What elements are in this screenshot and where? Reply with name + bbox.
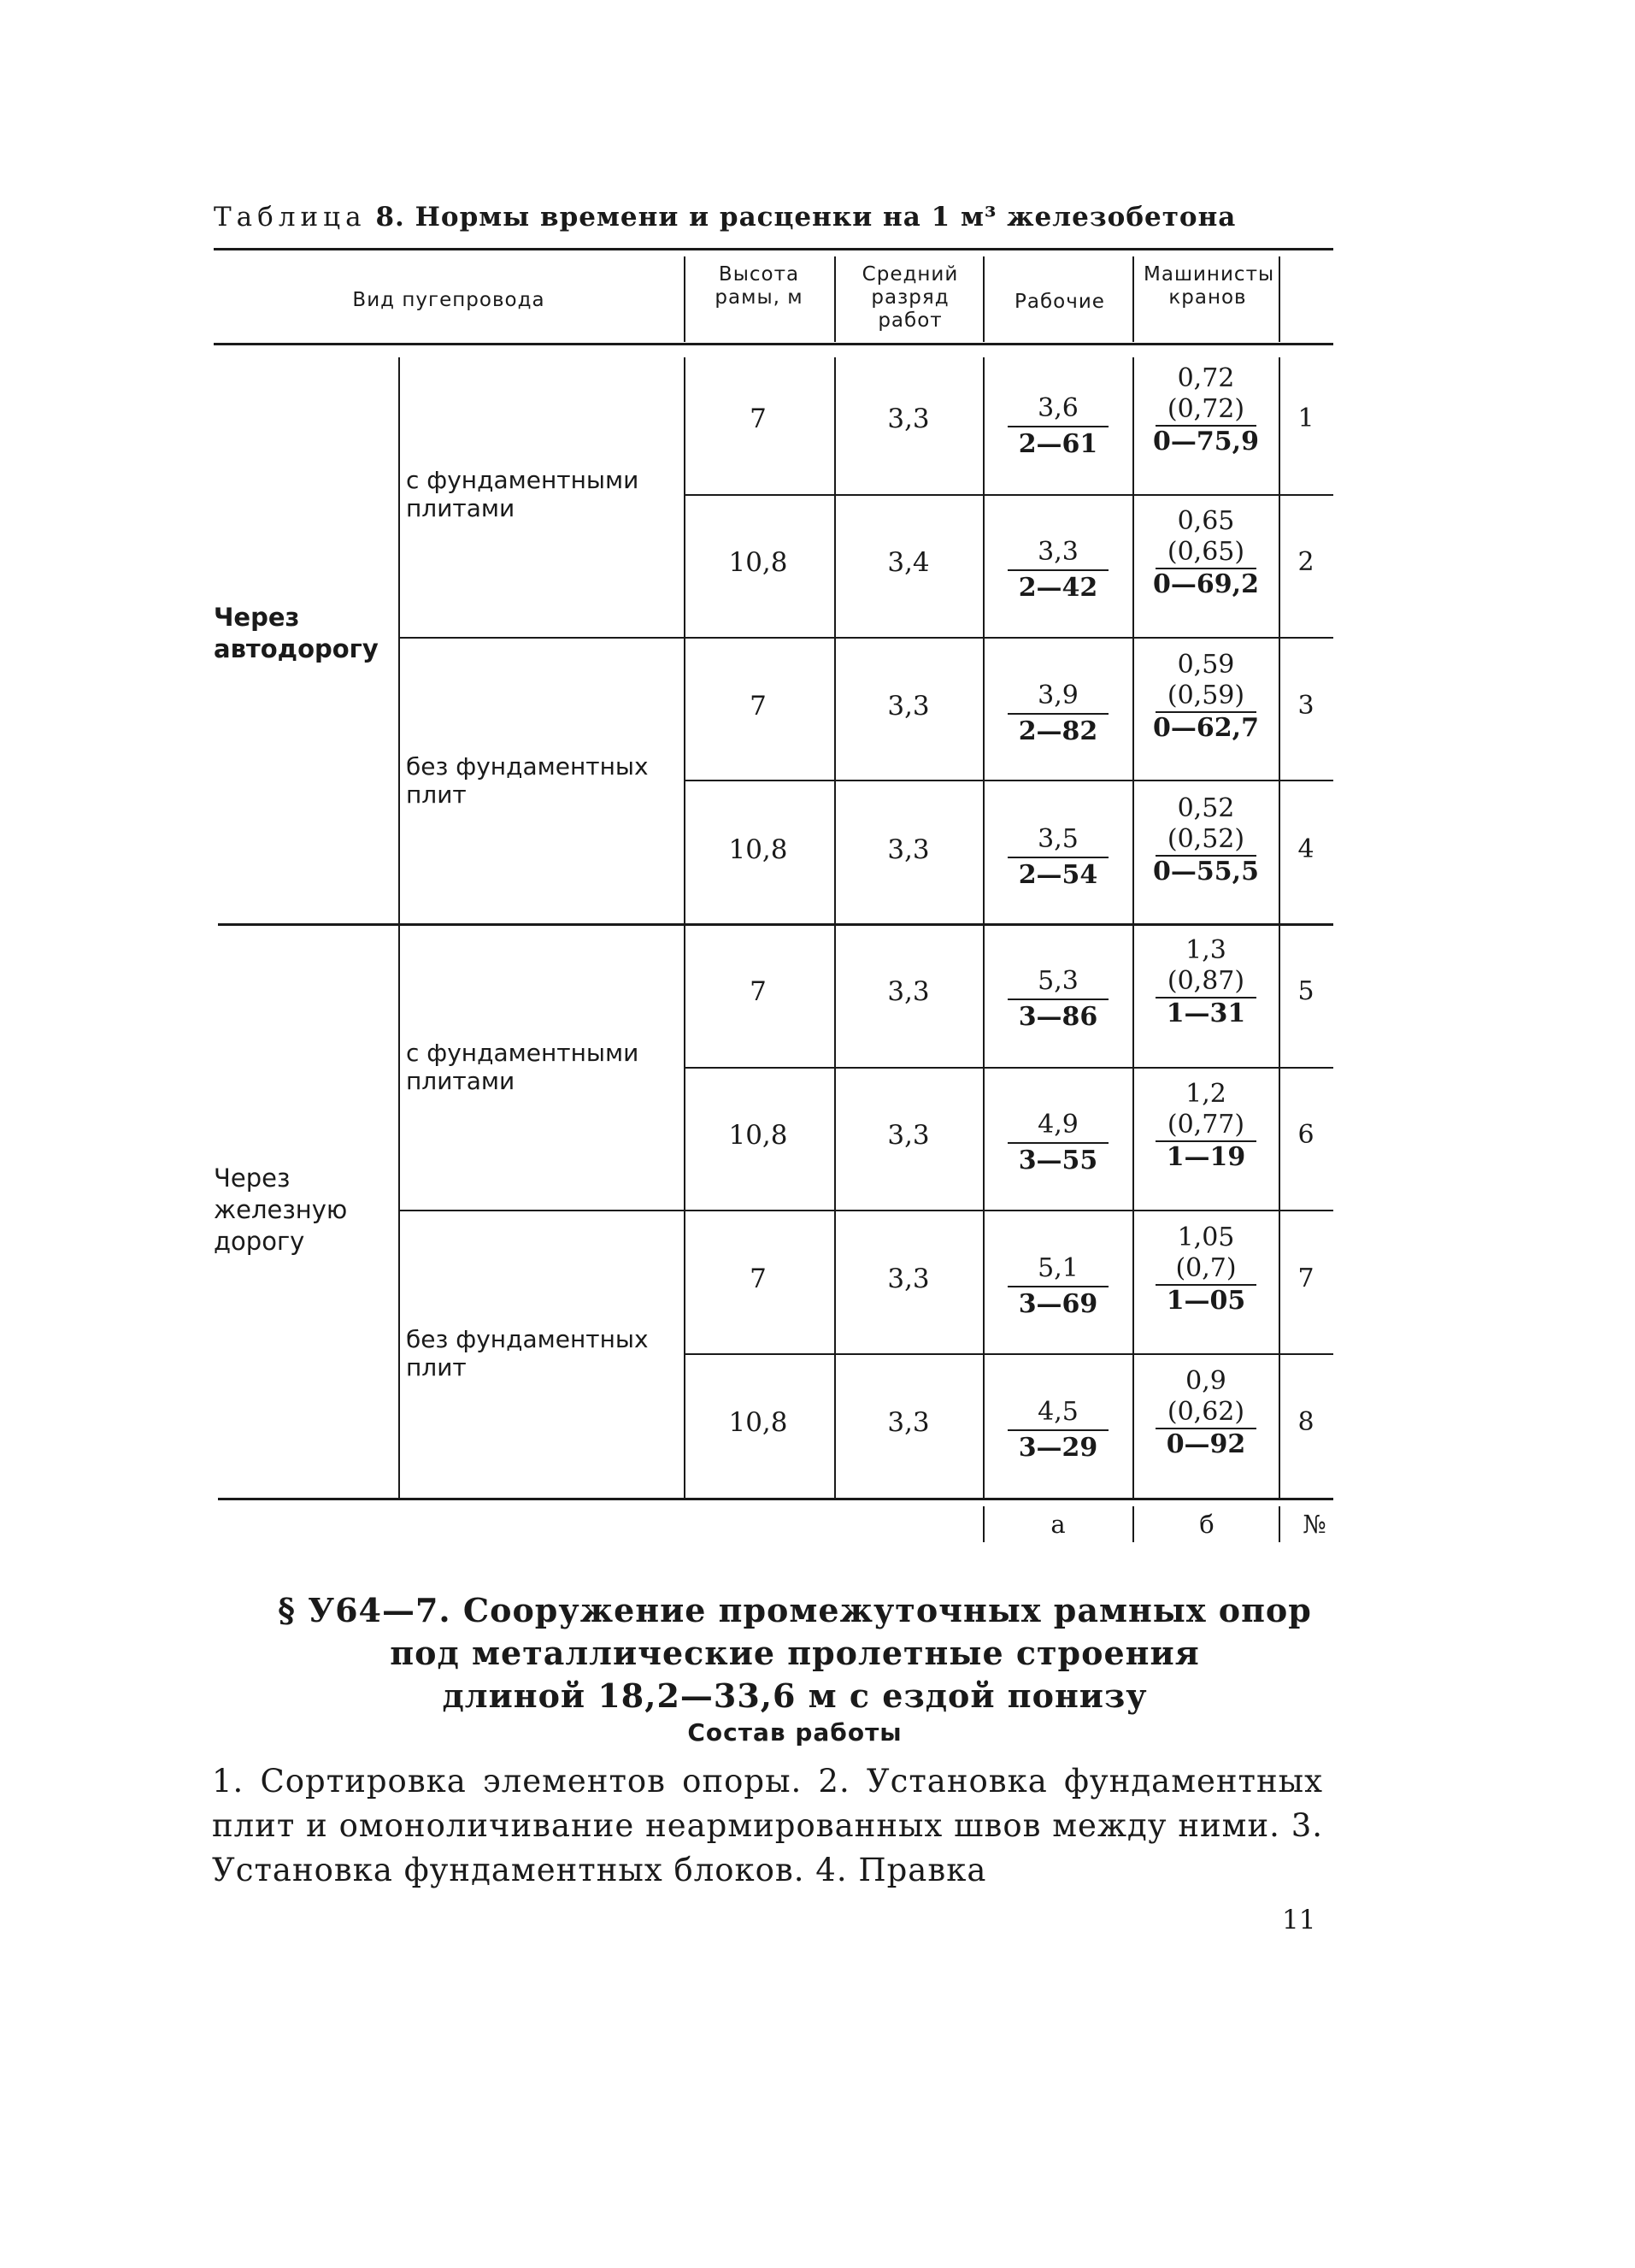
row-height: 7 bbox=[750, 976, 767, 1007]
header-cranes: Машинисты кранов bbox=[1144, 263, 1275, 309]
header-divider bbox=[1279, 256, 1280, 342]
cranes-norm-paren: (0,72) bbox=[1156, 394, 1256, 427]
workers-norm: 3,6 bbox=[1008, 393, 1109, 427]
workers-cell bbox=[994, 393, 1122, 460]
column-key-no: № bbox=[1303, 1510, 1326, 1539]
cranes-cell bbox=[1142, 1366, 1270, 1460]
row-height: 10,8 bbox=[728, 1120, 788, 1151]
workers-rate: 3—55 bbox=[1018, 1146, 1098, 1175]
cranes-cell bbox=[1142, 650, 1270, 744]
row-number: 5 bbox=[1297, 976, 1314, 1006]
workers-norm: 3,5 bbox=[1008, 824, 1109, 858]
cranes-norm-paren: (0,65) bbox=[1156, 537, 1256, 569]
row-number: 3 bbox=[1297, 691, 1314, 721]
row-separator bbox=[684, 1353, 1333, 1355]
header-divider bbox=[684, 256, 685, 342]
cranes-norm: 0,9 bbox=[1185, 1366, 1226, 1396]
cranes-cell bbox=[1142, 1079, 1270, 1173]
row-separator bbox=[398, 637, 1333, 639]
cranes-rate: 1—05 bbox=[1166, 1286, 1246, 1316]
row-separator bbox=[398, 1210, 1333, 1211]
subgroup-label: без фундаментных плит bbox=[406, 1325, 649, 1381]
column-key-a: а bbox=[1050, 1510, 1066, 1539]
row-height: 10,8 bbox=[728, 1407, 788, 1438]
header-workers: Рабочие bbox=[1015, 291, 1105, 313]
row-grade: 3,4 bbox=[887, 547, 930, 578]
subgroup-label: с фундаментными плитами bbox=[406, 466, 639, 522]
section-heading-line: под металлические пролетные строения bbox=[390, 1634, 1200, 1672]
workers-rate: 2—82 bbox=[1018, 716, 1098, 746]
row-grade: 3,3 bbox=[887, 691, 930, 722]
caption-label: Таблица bbox=[214, 202, 367, 233]
workers-rate: 3—69 bbox=[1018, 1289, 1098, 1319]
workers-cell bbox=[994, 824, 1122, 891]
row-grade: 3,3 bbox=[887, 404, 930, 434]
workers-rate: 3—29 bbox=[1018, 1433, 1098, 1463]
row-number: 2 bbox=[1297, 547, 1314, 577]
work-composition-heading: Состав работы bbox=[687, 1718, 903, 1747]
subgroup-label: с фундаментными плитами bbox=[406, 1039, 639, 1095]
cranes-cell bbox=[1142, 506, 1270, 600]
row-height: 7 bbox=[750, 691, 767, 722]
cranes-norm: 0,65 bbox=[1177, 506, 1235, 536]
cranes-norm-paren: (0,52) bbox=[1156, 824, 1256, 857]
workers-cell bbox=[994, 1397, 1122, 1464]
section-heading-line: § У64—7. Сооружение промежуточных рамных опор bbox=[278, 1591, 1312, 1629]
row-height: 7 bbox=[750, 1264, 767, 1294]
header-divider bbox=[983, 256, 985, 342]
row-number: 7 bbox=[1297, 1264, 1314, 1293]
workers-cell bbox=[994, 537, 1122, 604]
column-divider bbox=[684, 357, 685, 1499]
header-grade: Средний разряд работ bbox=[862, 263, 959, 332]
cranes-norm-paren: (0,59) bbox=[1156, 680, 1256, 713]
header-type: Вид пугепровода bbox=[352, 289, 545, 311]
row-number: 8 bbox=[1297, 1407, 1314, 1437]
cranes-cell bbox=[1142, 363, 1270, 457]
workers-norm: 3,9 bbox=[1008, 680, 1109, 715]
header-divider bbox=[1132, 256, 1134, 342]
row-number: 1 bbox=[1297, 404, 1314, 433]
cranes-rate: 0—92 bbox=[1166, 1429, 1246, 1459]
row-grade: 3,3 bbox=[887, 1120, 930, 1151]
cranes-norm-paren: (0,7) bbox=[1156, 1253, 1256, 1286]
cranes-cell bbox=[1142, 935, 1270, 1029]
workers-norm: 5,1 bbox=[1008, 1253, 1109, 1287]
footer-divider bbox=[983, 1506, 985, 1542]
workers-norm: 4,5 bbox=[1008, 1397, 1109, 1431]
cranes-norm-paren: (0,77) bbox=[1156, 1110, 1256, 1142]
cranes-rate: 0—75,9 bbox=[1153, 427, 1259, 457]
cranes-rate: 1—19 bbox=[1166, 1142, 1246, 1172]
row-separator bbox=[684, 494, 1333, 496]
table-top-rule bbox=[214, 248, 1333, 250]
row-separator bbox=[684, 780, 1333, 781]
cranes-rate: 0—55,5 bbox=[1153, 857, 1259, 887]
cranes-norm-paren: (0,87) bbox=[1156, 966, 1256, 999]
workers-norm: 4,9 bbox=[1008, 1110, 1109, 1144]
header-height: Высота рамы, м bbox=[715, 263, 803, 309]
cranes-norm: 1,2 bbox=[1185, 1079, 1226, 1109]
workers-cell bbox=[994, 1110, 1122, 1176]
group-label: Через автодорогу bbox=[214, 603, 379, 663]
cranes-norm: 1,05 bbox=[1177, 1222, 1235, 1252]
cranes-cell bbox=[1142, 1222, 1270, 1317]
row-height: 10,8 bbox=[728, 834, 788, 865]
row-height: 7 bbox=[750, 404, 767, 434]
subgroup-divider bbox=[398, 357, 400, 1499]
row-grade: 3,3 bbox=[887, 1407, 930, 1438]
workers-rate: 2—54 bbox=[1018, 860, 1098, 890]
column-divider bbox=[834, 357, 836, 1499]
row-number: 4 bbox=[1297, 834, 1314, 864]
cranes-norm: 1,3 bbox=[1185, 935, 1226, 965]
table-caption bbox=[214, 202, 1291, 233]
page-number: 11 bbox=[1282, 1905, 1316, 1935]
workers-rate: 2—42 bbox=[1018, 573, 1098, 603]
header-divider bbox=[834, 256, 836, 342]
header-bottom-rule bbox=[214, 343, 1333, 345]
cranes-norm: 0,59 bbox=[1177, 650, 1235, 680]
workers-cell bbox=[994, 680, 1122, 747]
cranes-rate: 0—62,7 bbox=[1153, 713, 1259, 743]
section-heading-line: длиной 18,2—33,6 м с ездой понизу bbox=[442, 1676, 1148, 1715]
row-height: 10,8 bbox=[728, 547, 788, 578]
workers-cell bbox=[994, 1253, 1122, 1320]
caption-text: 8. Нормы времени и расценки на 1 м³ железобетона bbox=[375, 202, 1237, 233]
cranes-rate: 1—31 bbox=[1166, 999, 1246, 1028]
group-label: Через железную дорогу bbox=[214, 1163, 348, 1256]
group-separator bbox=[218, 923, 1333, 926]
cranes-rate: 0—69,2 bbox=[1153, 569, 1259, 599]
row-grade: 3,3 bbox=[887, 976, 930, 1007]
row-grade: 3,3 bbox=[887, 834, 930, 865]
row-number: 6 bbox=[1297, 1120, 1314, 1150]
column-key-b: б bbox=[1199, 1510, 1214, 1539]
body-paragraph: 1. Сортировка элементов опоры. 2. Установка фундаментных плит и омоноличивание неармированных швов между ними. 3. Установка фундаментных блоков. 4. Правка bbox=[212, 1763, 1323, 1888]
footer-divider bbox=[1132, 1506, 1134, 1542]
column-divider bbox=[983, 357, 985, 1499]
cranes-norm: 0,72 bbox=[1177, 363, 1235, 393]
workers-norm: 3,3 bbox=[1008, 537, 1109, 571]
subgroup-label: без фундаментных плит bbox=[406, 752, 649, 809]
row-separator bbox=[684, 1067, 1333, 1069]
workers-norm: 5,3 bbox=[1008, 966, 1109, 1000]
workers-rate: 3—86 bbox=[1018, 1002, 1098, 1032]
table-bottom-rule bbox=[218, 1498, 1333, 1500]
workers-cell bbox=[994, 966, 1122, 1033]
column-divider bbox=[1132, 357, 1134, 1499]
row-grade: 3,3 bbox=[887, 1264, 930, 1294]
column-divider bbox=[1279, 357, 1280, 1499]
cranes-norm: 0,52 bbox=[1177, 793, 1235, 823]
cranes-cell bbox=[1142, 793, 1270, 887]
cranes-norm-paren: (0,62) bbox=[1156, 1397, 1256, 1429]
workers-rate: 2—61 bbox=[1018, 429, 1098, 459]
